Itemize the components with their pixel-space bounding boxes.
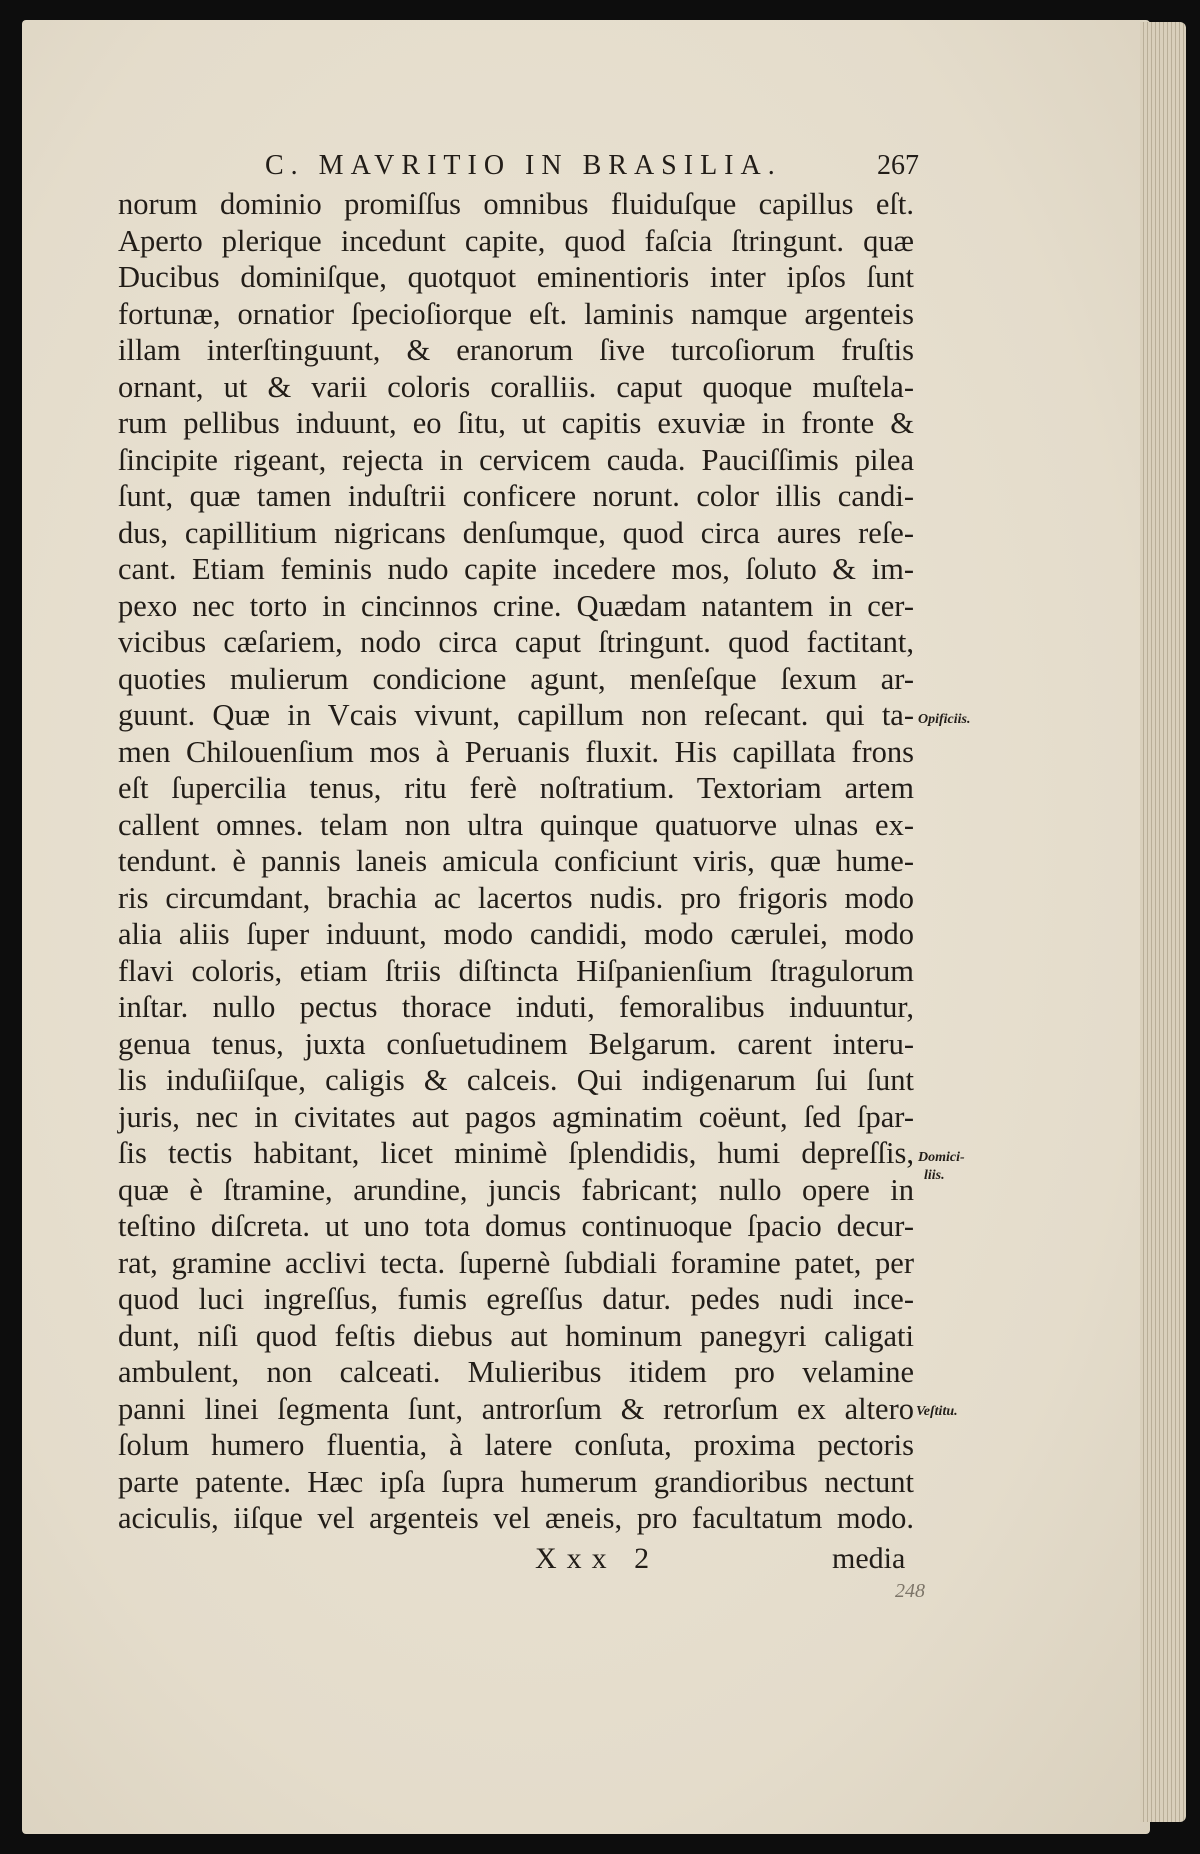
- running-title: C. MAVRITIO IN BRASILIA.: [265, 150, 782, 181]
- marginal-note-opificiis: Opificiis.: [918, 712, 971, 727]
- pencil-page-number: 248: [895, 1580, 925, 1602]
- text-line: quoties mulierum condicione agunt, menſeſque ſexum ar-: [118, 661, 914, 696]
- text-line: callent omnes. telam non ultra quinque quatuorve ulnas ex-: [118, 807, 914, 842]
- text-line: pexo nec torto in cincinnos crine. Quædam natantem in cer-: [118, 588, 914, 623]
- text-line: panni linei ſegmenta ſunt, antrorſum & retrorſum ex altero: [118, 1391, 914, 1426]
- text-line: parte patente. Hæc ipſa ſupra humerum grandioribus nectunt: [118, 1464, 914, 1499]
- text-line: vicibus cæſariem, nodo circa caput ſtringunt. quod factitant,: [118, 625, 914, 659]
- marginal-note-domicilia-2: liis.: [924, 1168, 945, 1183]
- text-line: Aperto plerique incedunt capite, quod faſcia ſtringunt. quæ: [118, 223, 914, 258]
- text-line: dus, capillitium nigricans denſumque, quod circa aures reſe-: [118, 515, 914, 550]
- text-line: guunt. Quæ in Vcais vivunt, capillum non reſecant. qui ta-: [118, 698, 914, 732]
- text-line: lis induſiiſque, caligis & calceis. Qui indigenarum ſui ſunt: [118, 1063, 914, 1097]
- text-line: quæ è ſtramine, arundine, juncis fabricant; nullo opere in: [118, 1172, 914, 1207]
- page-edges: [1140, 22, 1186, 1822]
- text-line: fortunæ, ornatior ſpecioſiorque eſt. laminis namque argenteis: [118, 296, 914, 331]
- text-line: Ducibus dominiſque, quotquot eminentioris inter ipſos ſunt: [118, 260, 914, 294]
- text-line: norum dominio promiſſus omnibus fluiduſque capillus eſt.: [118, 187, 914, 221]
- body-text: [118, 186, 914, 1537]
- text-line: inſtar. nullo pectus thorace induti, femoralibus induuntur,: [118, 990, 914, 1024]
- text-line: juris, nec in civitates aut pagos agminatim coëunt, ſed ſpar-: [118, 1099, 914, 1134]
- catchword: media: [832, 1542, 906, 1575]
- text-line: ſunt, quæ tamen induſtrii conficere norunt. color illis candi-: [118, 479, 914, 513]
- text-line: ambulent, non calceati. Mulieribus itidem pro velamine: [118, 1355, 914, 1389]
- text-line: flavi coloris, etiam ſtriis diſtincta Hiſpanienſium ſtragulorum: [118, 953, 914, 988]
- text-line: men Chilouenſium mos à Peruanis fluxit. His capillata frons: [118, 734, 914, 769]
- text-line: ris circumdant, brachia ac lacertos nudis. pro frigoris modo: [118, 880, 914, 915]
- marginal-note-domicilia-1: Domici-: [918, 1150, 965, 1165]
- text-line: aciculis, iiſque vel argenteis vel æneis, pro facultatum modo.: [118, 1501, 914, 1535]
- text-line: dunt, niſi quod feſtis diebus aut hominum panegyri caligati: [118, 1318, 914, 1353]
- text-line: tendunt. è pannis laneis amicula conficiunt viris, quæ hume-: [118, 844, 914, 878]
- text-line: ſincipite rigeant, rejecta in cervicem cauda. Pauciſſimis pilea: [118, 442, 914, 477]
- text-line: cant. Etiam feminis nudo capite incedere mos, ſoluto & im-: [118, 552, 914, 586]
- text-line: ſis tectis habitant, licet minimè ſplendidis, humi depreſſis,: [118, 1136, 914, 1170]
- text-line: rum pellibus induunt, eo ſitu, ut capitis exuviæ in fronte &: [118, 406, 914, 440]
- marginal-note-vestitu: Veſtitu.: [916, 1404, 958, 1419]
- page-number: 267: [877, 150, 919, 181]
- text-line: quod luci ingreſſus, fumis egreſſus datur. pedes nudi ince-: [118, 1282, 914, 1316]
- signature-mark: Xxx 2: [535, 1542, 660, 1575]
- text-line: eſt ſupercilia tenus, ritu ferè noſtratium. Textoriam artem: [118, 771, 914, 805]
- text-line: rat, gramine acclivi tecta. ſupernè ſubdiali foramine patet, per: [118, 1245, 914, 1280]
- text-line: ſolum humero fluentia, à latere conſuta, proxima pectoris: [118, 1428, 914, 1462]
- text-line: ornant, ut & varii coloris coralliis. caput quoque muſtela-: [118, 369, 914, 404]
- text-line: teſtino diſcreta. ut uno tota domus continuoque ſpacio decur-: [118, 1209, 914, 1243]
- text-line: alia aliis ſuper induunt, modo candidi, modo cærulei, modo: [118, 917, 914, 951]
- text-line: illam interſtinguunt, & eranorum ſive turcoſiorum fruſtis: [118, 333, 914, 367]
- text-line: genua tenus, juxta conſuetudinem Belgarum. carent interu-: [118, 1026, 914, 1061]
